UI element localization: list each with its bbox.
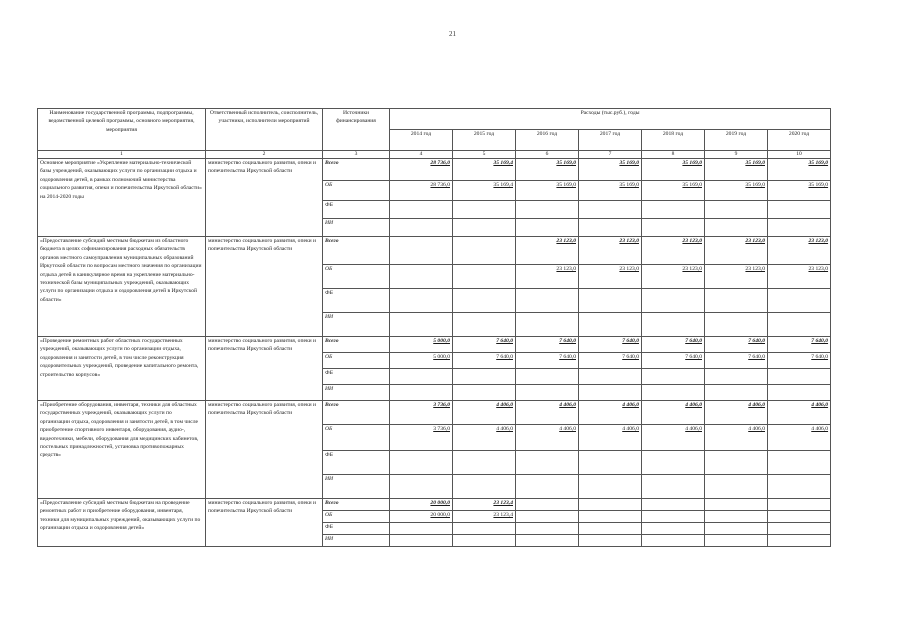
funding-source: Всего [323,159,390,181]
amount-cell [705,475,768,499]
amount-cell [579,385,642,401]
amount-cell [705,201,768,219]
column-index-row [38,151,831,159]
amount-cell [768,289,831,313]
measure-name: «Проведение ремонтных работ областных государственных учреждений, оказывающих услуги по организации отдыха, оздоровления и занятости детей, в том числе реконструкция оздоровительных учреждений, проведение капитального ремонта, строительство корпусов» [38,337,206,401]
table-row [38,237,831,265]
measure-executor: министерство социального развития, опеки и попечительства Иркутской области [206,159,323,237]
header-year: 2014 год [390,130,453,151]
amount-cell [642,289,705,313]
amount-cell: 7 640,0 [453,337,516,353]
header-year: 2016 год [516,130,579,151]
amount-cell: 4 406,0 [768,425,831,451]
amount-cell: 23 123,0 [642,265,705,289]
header-year: 2015 год [453,130,516,151]
amount-cell [642,535,705,547]
header-year: 2018 год [642,130,705,151]
amount-cell: 35 169,0 [768,159,831,181]
amount-cell: 7 640,0 [705,337,768,353]
amount-cell [516,201,579,219]
amount-cell: 20 000,0 [390,499,453,511]
amount-cell [453,289,516,313]
funding-source: ИИ [323,535,390,547]
header-source: Источники финансирования [323,109,390,151]
table-row [38,337,831,353]
amount-cell: 5 000,0 [390,337,453,353]
amount-cell: 3 736,0 [390,401,453,425]
amount-cell: 3 736,0 [390,425,453,451]
amount-cell [642,475,705,499]
amount-cell: 35 169,0 [579,159,642,181]
amount-cell: 4 406,0 [642,425,705,451]
amount-cell [579,451,642,475]
funding-source: ОБ [323,353,390,369]
funding-source: ОБ [323,511,390,523]
column-index: 2 [206,151,323,159]
header-name: Наименование государственной программы, подпрограммы, ведомственной целевой программы, основного мероприятия, мероприятия [38,109,206,151]
amount-cell [705,369,768,385]
amount-cell [705,219,768,237]
amount-cell [453,265,516,289]
amount-cell [390,237,453,265]
amount-cell: 4 406,0 [516,401,579,425]
measure-name: Основное мероприятие «Укрепление материально-технической базы учреждений, оказывающих услуги по организации отдыха и оздоровления детей, в рамках полномочий министерства социального развития, опеки и попечительства Иркутской области» на 2014-2020 годы [38,159,206,237]
amount-cell [642,451,705,475]
amount-cell [453,369,516,385]
amount-cell: 23 123,0 [579,237,642,265]
amount-cell [453,219,516,237]
funding-source: ФБ [323,523,390,535]
amount-cell [516,499,579,511]
amount-cell: 23 123,0 [516,265,579,289]
amount-cell [768,535,831,547]
funding-source: ОБ [323,425,390,451]
amount-cell [705,499,768,511]
amount-cell [390,385,453,401]
amount-cell [768,451,831,475]
amount-cell [642,219,705,237]
amount-cell: 4 406,0 [705,425,768,451]
amount-cell: 7 640,0 [768,353,831,369]
amount-cell [390,313,453,337]
column-index: 9 [705,151,768,159]
amount-cell [516,511,579,523]
amount-cell [516,219,579,237]
amount-cell: 35 169,0 [768,181,831,201]
amount-cell: 35 169,0 [516,159,579,181]
funding-source: ФБ [323,201,390,219]
amount-cell [453,385,516,401]
amount-cell: 4 406,0 [768,401,831,425]
amount-cell: 7 640,0 [642,353,705,369]
measure-executor: министерство социального развития, опеки и попечительства Иркутской области [206,237,323,337]
amount-cell: 23 123,4 [453,511,516,523]
amount-cell: 28 736,0 [390,181,453,201]
amount-cell [390,265,453,289]
amount-cell: 7 640,0 [579,353,642,369]
amount-cell [768,313,831,337]
amount-cell [579,369,642,385]
amount-cell [390,523,453,535]
funding-source: ФБ [323,289,390,313]
funding-source: Всего [323,499,390,511]
amount-cell [642,385,705,401]
table-body [38,159,831,547]
amount-cell: 28 736,0 [390,159,453,181]
amount-cell [516,289,579,313]
amount-cell [516,451,579,475]
funding-source: ФБ [323,369,390,385]
amount-cell [390,535,453,547]
amount-cell: 7 640,0 [579,337,642,353]
amount-cell: 7 640,0 [516,353,579,369]
measure-executor: министерство социального развития, опеки и попечительства Иркутской области [206,499,323,547]
amount-cell: 7 640,0 [516,337,579,353]
amount-cell: 35 169,0 [642,159,705,181]
amount-cell: 23 123,0 [768,265,831,289]
amount-cell [768,369,831,385]
amount-cell [516,369,579,385]
amount-cell: 35 169,0 [705,181,768,201]
column-index: 6 [516,151,579,159]
funding-source: ФБ [323,451,390,475]
amount-cell: 23 123,0 [579,265,642,289]
column-index: 4 [390,151,453,159]
amount-cell [516,385,579,401]
amount-cell [390,219,453,237]
amount-cell [705,385,768,401]
amount-cell [768,523,831,535]
amount-cell [390,451,453,475]
funding-source: Всего [323,337,390,353]
column-index: 5 [453,151,516,159]
amount-cell [768,385,831,401]
measure-name: «Приобретение оборудования, инвентаря, техники для областных государственных учреждений, оказывающих услуги по организации отдыха, оздоровления и занятости детей, в том числе приобретение спортивного инвентаря, оборудования, аудио-, видеотехники, мебели, оборудования для медицинских кабинетов, постельных принадлежностей, установка противопожарных средств» [38,401,206,499]
amount-cell: 4 406,0 [516,425,579,451]
amount-cell [642,369,705,385]
amount-cell: 7 640,0 [705,353,768,369]
amount-cell [453,535,516,547]
page-number: 21 [449,30,456,38]
header-year: 2019 год [705,130,768,151]
amount-cell: 4 406,0 [453,425,516,451]
amount-cell: 20 000,0 [390,511,453,523]
table-row [38,159,831,181]
amount-cell [579,313,642,337]
amount-cell: 23 123,0 [768,237,831,265]
amount-cell [390,369,453,385]
amount-cell [579,499,642,511]
amount-cell [705,313,768,337]
amount-cell: 4 406,0 [453,401,516,425]
budget-table [37,108,831,547]
header-expenses: Расходы (тыс.руб.), годы [390,109,831,130]
amount-cell: 4 406,0 [705,401,768,425]
amount-cell [516,475,579,499]
column-index: 7 [579,151,642,159]
column-index: 8 [642,151,705,159]
funding-source: Всего [323,401,390,425]
amount-cell [390,201,453,219]
amount-cell: 35 169,0 [516,181,579,201]
table-row [38,401,831,425]
amount-cell [579,289,642,313]
amount-cell [642,201,705,219]
amount-cell: 35 169,0 [579,181,642,201]
amount-cell [768,511,831,523]
amount-cell: 35 169,0 [705,159,768,181]
amount-cell [705,511,768,523]
funding-source: ОБ [323,265,390,289]
amount-cell: 4 406,0 [579,425,642,451]
header-year: 2017 год [579,130,642,151]
amount-cell [516,535,579,547]
amount-cell: 23 123,0 [705,265,768,289]
amount-cell: 7 640,0 [642,337,705,353]
amount-cell [579,511,642,523]
column-index: 1 [38,151,206,159]
amount-cell [453,237,516,265]
amount-cell [453,313,516,337]
amount-cell [768,499,831,511]
funding-source: ИИ [323,313,390,337]
amount-cell [453,451,516,475]
amount-cell [642,313,705,337]
amount-cell: 23 123,0 [705,237,768,265]
amount-cell [390,289,453,313]
amount-cell [516,313,579,337]
funding-source: ИИ [323,219,390,237]
header-executor: Ответственный исполнитель, соисполнитель, участники, исполнители мероприятий [206,109,323,151]
funding-source: Всего [323,237,390,265]
measure-name: «Предоставление субсидий местным бюджетам из областного бюджета в целях софинансирования расходных обязательств органов местного самоуправления муниципальных образований Иркутской области по вопросам местного значения по организации отдыха детей в каникулярное время на укрепление материально-технической базы муниципальных учреждений, оказывающих услуги по организации отдыха и оздоровления детей в Иркутской области» [38,237,206,337]
amount-cell [453,523,516,535]
amount-cell [642,523,705,535]
header-year: 2020 год [768,130,831,151]
amount-cell: 4 406,0 [642,401,705,425]
amount-cell [642,511,705,523]
amount-cell [579,201,642,219]
amount-cell [579,523,642,535]
funding-source: ИИ [323,475,390,499]
amount-cell: 35 169,4 [453,159,516,181]
measure-executor: министерство социального развития, опеки и попечительства Иркутской области [206,401,323,499]
measure-name: «Предоставление субсидий местным бюджетам на проведение ремонтных работ и приобретение оборудования, инвентаря, техники для муниципальных учреждений, оказывающих услуги по организации отдыха и оздоровления детей» [38,499,206,547]
table-row [38,499,831,511]
amount-cell: 7 640,0 [768,337,831,353]
funding-source: ИИ [323,385,390,401]
column-index: 10 [768,151,831,159]
amount-cell [579,475,642,499]
amount-cell [579,219,642,237]
amount-cell [579,535,642,547]
table-header [38,109,831,159]
amount-cell: 7 640,0 [453,353,516,369]
amount-cell: 4 406,0 [579,401,642,425]
amount-cell [705,451,768,475]
amount-cell [768,201,831,219]
amount-cell: 35 169,0 [642,181,705,201]
amount-cell [642,499,705,511]
amount-cell: 23 123,0 [642,237,705,265]
amount-cell: 5 000,0 [390,353,453,369]
amount-cell [453,201,516,219]
amount-cell [453,475,516,499]
amount-cell [768,219,831,237]
amount-cell: 23 123,4 [453,499,516,511]
amount-cell: 23 123,0 [516,237,579,265]
amount-cell [705,523,768,535]
funding-source: ОБ [323,181,390,201]
amount-cell: 35 169,4 [453,181,516,201]
column-index: 3 [323,151,390,159]
amount-cell [768,475,831,499]
amount-cell [390,475,453,499]
amount-cell [705,289,768,313]
measure-executor: министерство социального развития, опеки и попечительства Иркутской области [206,337,323,401]
amount-cell [516,523,579,535]
amount-cell [705,535,768,547]
